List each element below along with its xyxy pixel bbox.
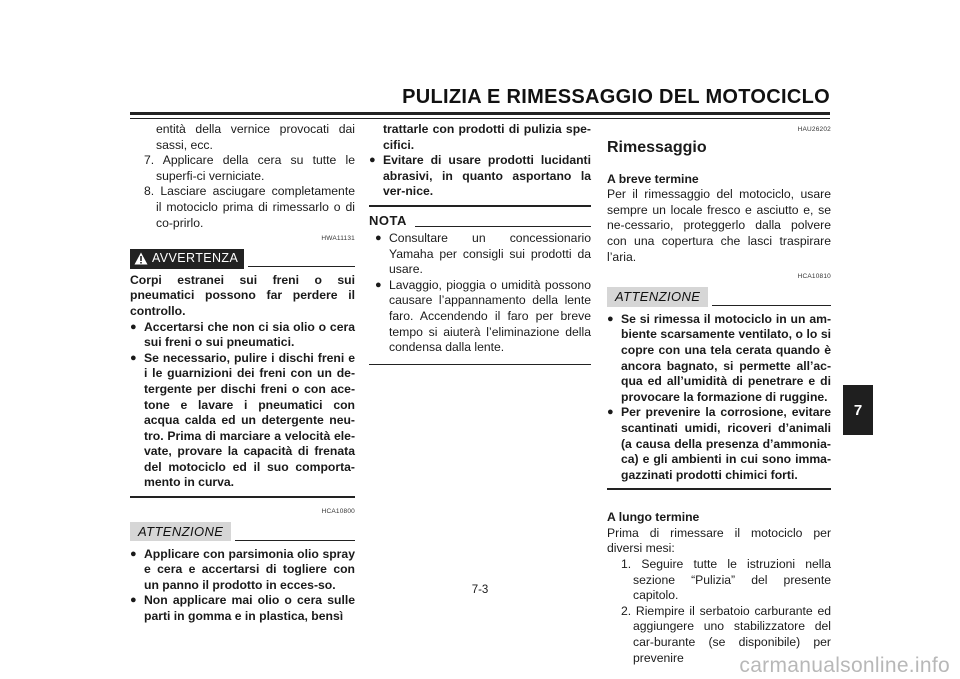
warning-bullet: ● Se necessario, pulire i dischi freni e i le guarnizioni dei freni con un de-tergente per dischi freni o con ace-tone e lavare i pneumatici con acqua calda ed un detergente neu-tro. Prima di marciare a velocità ele-vate, provare la capacità di frenata del motociclo ed il suo comporta-mento in curva. xyxy=(130,350,355,490)
page-title: PULIZIA E RIMESSAGGIO DEL MOTOCICLO xyxy=(402,86,830,108)
warning-label-box xyxy=(130,249,244,269)
attention-bullet: ● Per prevenire la corrosione, evitare scantinati umidi, ricoveri d’animali (a causa della presenza d’ammonia-ca) e gli ambienti in cui sono imma-gazzinati prodotti chimici forti. xyxy=(607,405,831,482)
warning-code: HWA11131 xyxy=(321,235,355,243)
warning-label: AVVERTENZA xyxy=(152,250,239,265)
attention-bullet: ● Evitare di usare prodotti lucidanti abrasivi, in quanto asportano la ver-nice. xyxy=(369,153,591,199)
attention-end-rule xyxy=(369,205,591,207)
warning-bullet: ● Accertarsi che non ci sia olio o cera sui freni o sui pneumatici. xyxy=(130,319,355,350)
short-term-text: Per il rimessaggio del motociclo, usare sempre un locale fresco e asciutto e, se ne-cessario, proteggerlo dalla polvere con una copertura che lasci traspirare l’aria. xyxy=(607,187,831,264)
attention-code: HCA10800 xyxy=(321,508,355,516)
step-7: 7. Applicare della cera su tutte le superfi-ci verniciate. xyxy=(144,153,355,183)
warning-header-line xyxy=(248,266,355,267)
attention-header xyxy=(130,521,355,543)
attention-bullet: ● Se si rimessa il motociclo in un am-biente scarsamente ventilato, o lo si copre con una tela cerata quando è ancora bagnato, si permette all’ac-qua ed all’umidità di penetrare e di provocare la formazione di ruggine. xyxy=(607,311,831,404)
step-8: 8. Lasciare asciugare completamente il motociclo prima di rimessarlo o di co-prirlo. xyxy=(144,184,355,230)
nota-end-rule xyxy=(369,364,591,365)
warning-triangle-icon xyxy=(134,252,148,265)
watermark: carmanualsonline.info xyxy=(739,654,950,677)
column-left xyxy=(130,122,355,625)
attention-bullet: ● Non applicare mai olio o cera sulle parti in gomma e in plastica, bensì xyxy=(130,593,355,624)
continued-text: trattarle con prodotti di pulizia spe-cifici. xyxy=(383,122,591,152)
warning-header xyxy=(130,249,355,269)
subheading-long: A lungo termine xyxy=(607,510,700,525)
nota-bullet: ● Consultare un concessionario Yamaha per consigli sui prodotti da usare. xyxy=(375,230,591,277)
section-heading: Rimessaggio xyxy=(607,138,707,156)
column-middle xyxy=(369,122,591,365)
warning-end-rule xyxy=(130,496,355,498)
attention-header-line xyxy=(235,540,355,541)
chapter-tab: 7 xyxy=(843,385,873,435)
page-number: 7-3 xyxy=(471,584,489,596)
attention-label: ATTENZIONE xyxy=(130,522,231,542)
attention-code: HCA10810 xyxy=(797,273,831,281)
nota-header-line xyxy=(415,226,591,227)
attention-header-line xyxy=(712,305,831,306)
nota-header xyxy=(369,211,591,229)
nota-bullet: ● Lavaggio, pioggia o umidità possono causare l’appannamento della lente faro. Accendendo il faro per breve tempo si aiuterà l’eliminazione della condensa dalla lente. xyxy=(375,277,591,355)
warning-lead: Corpi estranei sui freni o sui pneumatici possono far perdere il controllo. xyxy=(130,272,355,318)
step-2: 2. Riempire il serbatoio carburante ed aggiungere uno stabilizzatore del car-burante (se disponibile) per prevenire xyxy=(621,603,832,665)
attention-header xyxy=(607,286,831,308)
subheading-short: A breve termine xyxy=(607,171,699,186)
section-code: HAU26202 xyxy=(797,126,831,133)
title-rule xyxy=(130,112,830,115)
attention-bullet: ● Applicare con parsimonia olio spray e cera e accertarsi di togliere con un panno il prodotto in ecces-so. xyxy=(130,546,355,592)
long-term-text: Prima di rimessare il motociclo per diversi mesi: xyxy=(607,525,831,556)
attention-end-rule xyxy=(607,488,831,490)
continued-text: entità della vernice provocati dai sassi, ecc. xyxy=(156,122,355,152)
nota-label: NOTA xyxy=(369,213,407,229)
step-1: 1. Seguire tutte le istruzioni nella sezione “Pulizia” del presente capitolo. xyxy=(621,557,831,603)
title-rule-thin xyxy=(130,118,830,119)
attention-label: ATTENZIONE xyxy=(607,287,708,307)
